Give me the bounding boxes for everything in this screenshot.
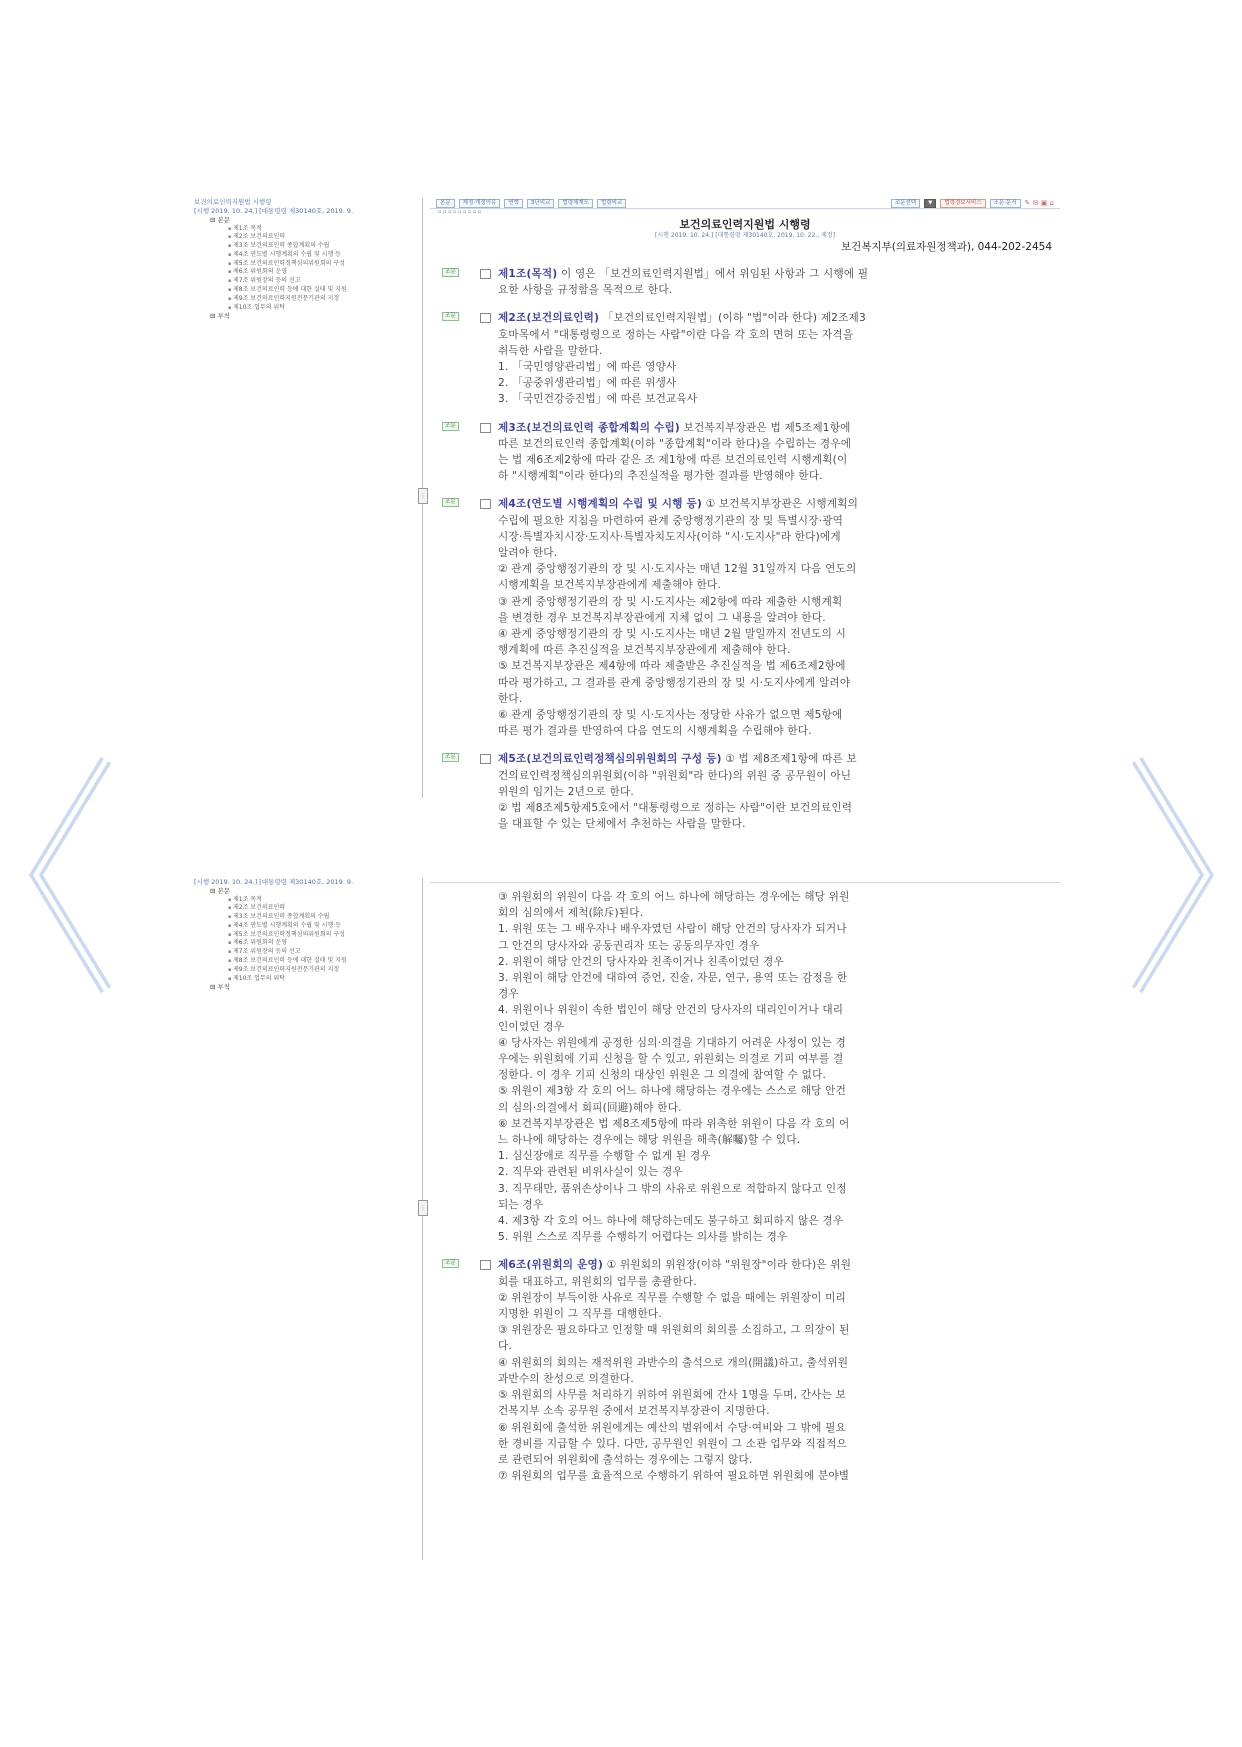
article-text-line: [498, 1306, 1052, 1322]
tree-appendix[interactable]: ⊟ 부칙: [210, 312, 231, 321]
article-text-line: [498, 1403, 1052, 1419]
article-text: 3. 「국민건강증진법」에 따른 보건교육사: [498, 393, 698, 406]
article-text: ③ 관계 중앙행정기관의 장 및 시·도지사는 제2항에 따라 제출한 시행계획: [498, 595, 843, 608]
article-text: 1. 「국민영양관리법」에 따른 영양사: [498, 361, 677, 374]
tree-item[interactable]: ▪ 제6조 위원회의 운영: [190, 268, 422, 277]
tree-item[interactable]: ▪ 제8조 보건의료인력 등에 대한 실태 및 지원: [190, 286, 422, 295]
tree-item[interactable]: ▪ 제2조 보건의료인력: [190, 904, 422, 913]
article-text: 하 "시행계획"이라 한다)의 추진실적을 평가한 결과를 반영해야 한다.: [498, 470, 823, 483]
tree-item[interactable]: ▪ 제3조 보건의료인력 종합계획의 수립: [190, 913, 422, 922]
article-text: ① 보건복지부장관은 시행계획의: [702, 498, 859, 511]
article-title[interactable]: 제3조(보건의료인력 종합계획의 수립): [498, 421, 680, 434]
article-text: 보건복지부장관은 법 제5조제1항에: [679, 421, 851, 434]
article-text-line: [498, 784, 1052, 800]
article-text-line: [498, 1468, 1052, 1484]
article-text: 건복지부 소속 공무원 중에서 보건복지부장관이 지명한다.: [498, 1405, 770, 1418]
law-viewer-screenshot-2: [190, 878, 1060, 1560]
article-text-line: [498, 751, 1052, 767]
article-text-line: [498, 513, 1052, 529]
article-text: ⑤ 위원회의 사무를 처리하기 위하여 위원회에 간사 1명을 두며, 간사는 보: [498, 1389, 847, 1402]
article-text: 시장·특별자치시장·도지사·특별자치도지사(이하 "시·도지사"라 한다)에게: [498, 530, 841, 543]
article-text-line: ⑥ 보건복지부장관은 법 제8조제5항에 따라 위촉한 위원이 다음 각 호의 어: [498, 1117, 850, 1130]
article-text-line: [498, 266, 1052, 282]
article-text-line: [498, 452, 1052, 468]
article-text-line: [498, 1355, 1052, 1371]
article-text-line: [498, 359, 1052, 375]
panel-splitter-handle[interactable]: ⋮: [418, 1200, 428, 1216]
article-tree-panel: [190, 878, 423, 1560]
view-toolbar: [430, 198, 1060, 209]
article-text: 건의료인력정책심의위원회(이하 "위원회"라 한다)의 위원 중 공무원이 아닌: [498, 769, 852, 782]
tree-item[interactable]: ▪ 제1조 목적: [190, 896, 422, 905]
article-text: ② 법 제8조제5항제5호에서 "대통령령으로 정하는 사람"이란 보건의료인력: [498, 802, 853, 815]
article-checkbox[interactable]: [480, 754, 491, 764]
article-checkbox[interactable]: [480, 1260, 491, 1270]
article-text: 한다.: [498, 692, 523, 705]
article-text-line: [498, 800, 1052, 816]
article-text: 따른 보건의료인력 종합계획(이하 "종합계획"이라 한다)을 수립하는 경우에: [498, 437, 852, 450]
article-text-line: [498, 496, 1052, 512]
article-text: 위원의 임기는 2년으로 한다.: [498, 785, 634, 798]
tree-root[interactable]: ⊟ 본문: [210, 887, 231, 895]
article-text-line: 경우: [498, 988, 519, 1001]
article-text-line: [498, 529, 1052, 545]
article-text-line: [498, 545, 1052, 561]
toolbar-tab[interactable]: 제정·개정이유: [459, 199, 501, 208]
panel-splitter-handle[interactable]: ⋮: [418, 488, 428, 504]
tree-header-line: 보건의료인력지원법 시행령: [194, 198, 272, 206]
article-text: 따른 평가 결과를 반영하여 다음 연도의 시행계획을 수립해야 한다.: [498, 725, 812, 738]
article-text: ⑥ 위원회에 출석한 위원에게는 예산의 범위에서 수당·여비와 그 밖에 필요: [498, 1421, 846, 1434]
article-text-line: [498, 1436, 1052, 1452]
article-text-line: 되는 경우: [498, 1198, 544, 1211]
article-block: [430, 1257, 1060, 1484]
article-text-line: [498, 282, 1052, 298]
article-text-line: 2. 위원이 해당 안건의 당사자와 친족이거나 친족이었던 경우: [498, 955, 784, 968]
toolbar-tab[interactable]: 법령비교: [597, 199, 626, 208]
article-text-line: 1. 위원 또는 그 배우자나 배우자였던 사람이 해당 안건의 당사자가 되거나: [498, 923, 847, 936]
article-text-line: 3. 위원이 해당 안건에 대하여 증언, 진술, 자문, 연구, 용역 또는 감정을 한: [498, 972, 848, 985]
article-text-line: [498, 436, 1052, 452]
article-text: ① 위원회의 위원장(이하 "위원장"이라 한다)은 위원: [603, 1259, 852, 1272]
article-title[interactable]: 제6조(위원회의 운영): [498, 1259, 604, 1272]
article-text-line: ③ 위원회의 위원이 다음 각 호의 어느 하나에 해당하는 경우에는 해당 위원: [498, 891, 850, 903]
article-text: 는 법 제6조제2항에 따라 같은 조 제1항에 따른 보건의료인력 시행계획(이: [498, 454, 848, 467]
article-text: 한 경비를 지급할 수 있다. 다만, 공무원인 위원이 그 소관 업무와 직접적으: [498, 1437, 847, 1450]
article-text: 회를 대표하고, 위원회의 업무를 총괄한다.: [498, 1275, 697, 1288]
law-enforcement-info[interactable]: [시행 2019. 10. 24.] [대통령령 제30140호, 2019. 10. 22., 제정]: [655, 232, 835, 239]
previous-arrow-icon[interactable]: [28, 745, 128, 1005]
article-text-line: [498, 1338, 1052, 1354]
article-text: ⑤ 보건복지부장관은 제4항에 따라 제출받은 추진실적을 법 제6조제2항에: [498, 660, 846, 673]
article-text-line: [498, 658, 1052, 674]
article-text-line: [498, 1274, 1052, 1290]
law-text-panel: [430, 878, 1060, 1560]
article-text: ④ 위원회의 회의는 재적위원 과반수의 출석으로 개의(開議)하고, 출석위원: [498, 1356, 849, 1369]
article-text-line: [498, 626, 1052, 642]
article-tag-icon[interactable]: 조문: [442, 1259, 459, 1268]
article-text: ⑥ 관계 중앙행정기관의 장 및 시·도지사는 정당한 사유가 없으면 제5항에: [498, 709, 843, 722]
article-select-dropdown[interactable]: ▼: [924, 199, 936, 208]
law-title: 보건의료인력지원법 시행령: [679, 218, 811, 231]
tree-item[interactable]: ▪ 제8조 보건의료인력 등에 대한 실태 및 지원: [190, 957, 422, 966]
tree-item[interactable]: ▪ 제6조 위원회의 운영: [190, 939, 422, 948]
toolbar-subrow: ▫ ▫ ▫ ▫ ▫ ▫ ▫ ▫ ▫: [438, 209, 482, 215]
article-text-line: [498, 1257, 1052, 1273]
toolbar-tab[interactable]: 3단비교: [527, 199, 554, 208]
article-text-line: 우에는 위원회에 기피 신청을 할 수 있고, 위원회는 의결로 기피 여부를 결: [498, 1053, 844, 1066]
article-block: [430, 266, 1060, 298]
next-arrow-icon[interactable]: [1115, 745, 1215, 1005]
article-text-line: [498, 391, 1052, 407]
article-text: 취득한 사람을 말한다.: [498, 344, 603, 357]
article-title[interactable]: 제4조(연도별 시행계획의 수립 및 시행 등): [498, 498, 703, 511]
article-text: 로 관련되어 위원회에 출석하는 경우에는 그렇지 않다.: [498, 1453, 753, 1466]
article-text: 시행계획을 보건복지부장관에게 제출해야 한다.: [498, 579, 721, 592]
tree-item[interactable]: ▪ 제9조 보건의료인력지원전문기관의 지정: [190, 295, 422, 304]
law-info-service-button[interactable]: 법령정보서비스: [940, 199, 985, 208]
article-block: [430, 420, 1060, 485]
article-text: 지명한 위원이 그 직무를 대행한다.: [498, 1308, 662, 1321]
law-viewer-screenshot-1: [190, 198, 1060, 831]
article-tag-icon[interactable]: 조문: [442, 422, 459, 431]
tree-header-line: [시행 2019. 10. 24.] [대통령령 제30140호, 2019. 9.: [194, 878, 354, 886]
article-text-line: [498, 594, 1052, 610]
article-text-line: 의 심의·의결에서 회피(回避)해야 한다.: [498, 1101, 682, 1114]
tree-appendix[interactable]: ⊟ 부칙: [210, 983, 231, 992]
article-text-line: [498, 1290, 1052, 1306]
article-text-line: [498, 691, 1052, 707]
article-text-line: 느 하나에 해당하는 경우에는 해당 위원을 해촉(解囑)할 수 있다.: [498, 1134, 801, 1147]
article-text: 따라 평가하고, 그 결과를 관계 중앙행정기관의 장 및 시·도지사에게 알려야: [498, 676, 851, 689]
article-text: ③ 위원장은 필요하다고 인정할 때 위원회의 회의를 소집하고, 그 의장이 된: [498, 1324, 850, 1337]
article-text: 행계획에 따른 추진실적을 보건복지부장관에게 제출해야 한다.: [498, 644, 791, 657]
article-text: ⑦ 위원회의 업무를 효율적으로 수행하기 위하여 필요하면 위원회에 분야별: [498, 1470, 850, 1483]
article-text-line: [498, 343, 1052, 359]
article-text: ① 법 제8조제1항에 따른 보: [721, 753, 857, 766]
article-text-line: 3. 직무태만, 품위손상이나 그 밖의 사유로 위원으로 적합하지 않다고 인정: [498, 1182, 847, 1195]
article-text-line: [498, 1322, 1052, 1338]
article-text-line: [498, 310, 1052, 326]
tree-item[interactable]: ▪ 제4조 연도별 시행계획의 수립 및 시행 등: [190, 922, 422, 931]
article-text: 호마목에서 "대통령령으로 정하는 사람"이란 다음 각 호의 면허 또는 자격을: [498, 328, 854, 341]
article-text-line: 그 안건의 당사자와 공동권리자 또는 공동의무자인 경우: [498, 939, 760, 952]
article-text: ④ 관계 중앙행정기관의 장 및 시·도지사는 매년 2월 말일까지 전년도의 시: [498, 628, 847, 641]
article-block: [430, 310, 1060, 407]
tree-item[interactable]: ▪ 제2조 보건의료인력: [190, 233, 422, 242]
article-text: 2. 「공중위생관리법」에 따른 위생사: [498, 377, 677, 390]
article-text-line: [498, 327, 1052, 343]
article-text: 을 변경한 경우 보건복지부장관에게 지체 없이 그 내용을 알려야 한다.: [498, 611, 826, 624]
article-checkbox[interactable]: [480, 313, 491, 323]
article-text: 을 대표할 수 있는 단체에서 추천하는 사람을 말한다.: [498, 818, 746, 831]
article-text-line: ⑤ 위원이 제3항 각 호의 어느 하나에 해당하는 경우에는 스스로 해당 안건: [498, 1085, 847, 1098]
article-tag-icon[interactable]: 조문: [442, 753, 459, 762]
tree-item[interactable]: ▪ 제5조 보건의료인력정책심의위원회의 구성: [190, 260, 422, 269]
article-text: 「보건의료인력지원법」(이하 "법"이라 한다) 제2조제3: [599, 312, 866, 325]
tree-item[interactable]: ▪ 제10조 업무의 위탁: [190, 304, 422, 313]
article-text-line: [498, 675, 1052, 691]
article-text-line: [498, 420, 1052, 436]
article-text-line: 1. 심신장애로 직무를 수행할 수 없게 된 경우: [498, 1150, 711, 1163]
article-text: 수립에 필요한 지침을 마련하여 관계 중앙행정기관의 장 및 특별시장·광역: [498, 514, 844, 527]
article-text: 과반수의 찬성으로 의결한다.: [498, 1372, 634, 1385]
article-document-button[interactable]: 조문·문서: [990, 199, 1021, 208]
article-text-line: [498, 642, 1052, 658]
article-text-line: 4. 위원이나 위원이 속한 법인이 해당 안건의 당사자의 대리인이거나 대리: [498, 1004, 844, 1017]
tree-item[interactable]: ▪ 제5조 보건의료인력정책심의위원회의 구성: [190, 931, 422, 940]
article-block: [430, 496, 1060, 739]
article-checkbox[interactable]: [480, 269, 491, 279]
article-select[interactable]: 조문선택: [891, 199, 920, 208]
article-text-line: [498, 1452, 1052, 1468]
article-text-line: [498, 1387, 1052, 1403]
article-text-line: [498, 816, 1052, 832]
article-text-line: [498, 1420, 1052, 1436]
article-title[interactable]: 제2조(보건의료인력): [498, 312, 600, 325]
article-title[interactable]: 제5조(보건의료인력정책심의위원회의 구성 등): [498, 753, 722, 766]
article-text-line: [498, 577, 1052, 593]
article-text-line: 정한다. 이 경우 기피 신청의 대상인 위원은 그 의결에 참여할 수 없다.: [498, 1069, 827, 1082]
article-text-line: 회의 심의에서 제척(除斥)된다.: [498, 907, 644, 920]
tree-root[interactable]: ⊟ 본문: [210, 216, 231, 224]
article-text-line: [498, 561, 1052, 577]
article-text-line: [498, 707, 1052, 723]
article-text-line: 2. 직무와 관련된 비위사실이 있는 경우: [498, 1166, 683, 1179]
article-tree-panel: [190, 198, 423, 798]
tree-item[interactable]: ▪ 제10조 업무의 위탁: [190, 975, 422, 984]
tree-item[interactable]: ▪ 제7조 위원장의 등의 선고: [190, 277, 422, 286]
article-text-line: 인이었던 경우: [498, 1020, 565, 1033]
article-text-line: ④ 당사자는 위원에게 공정한 심의·의결을 기대하기 어려운 사정이 있는 경: [498, 1036, 846, 1049]
article-tag-icon[interactable]: 조문: [442, 312, 459, 321]
tree-item[interactable]: ▪ 제1조 목적: [190, 225, 422, 234]
article-text: ② 위원장이 부득이한 사유로 직무를 수행할 수 없을 때에는 위원장이 미리: [498, 1291, 846, 1304]
article-text-line: [498, 768, 1052, 784]
article-text: 다.: [498, 1340, 513, 1353]
article-checkbox[interactable]: [480, 423, 491, 433]
law-text-panel: [430, 198, 1060, 831]
tree-item[interactable]: ▪ 제9조 보건의료인력지원전문기관의 지정: [190, 966, 422, 975]
toolbar-tab[interactable]: 법령체계도: [558, 199, 593, 208]
tree-item[interactable]: ▪ 제4조 연도별 시행계획의 수립 및 시행 등: [190, 251, 422, 260]
tree-item[interactable]: ▪ 제7조 위원장의 등의 선고: [190, 948, 422, 957]
toolbar-tab[interactable]: 연혁: [504, 199, 523, 208]
article-text-line: [498, 610, 1052, 626]
article-text-line: [498, 723, 1052, 739]
tree-item[interactable]: ▪ 제3조 보건의료인력 종합계획의 수립: [190, 242, 422, 251]
article-text-line: [498, 1371, 1052, 1387]
article-text: 요한 사항을 규정함을 목적으로 한다.: [498, 284, 673, 297]
article-text-line: 5. 위원 스스로 직무를 수행하기 어렵다는 의사를 밝히는 경우: [498, 1231, 788, 1244]
article-tag-icon[interactable]: 조문: [442, 268, 459, 277]
article-block: [430, 751, 1060, 832]
toolbar-icons[interactable]: ✎ ✉ ▣ ⌂: [1024, 199, 1054, 207]
article-text-line: 4. 제3항 각 호의 어느 하나에 해당하는데도 불구하고 회피하지 않은 경우: [498, 1215, 844, 1228]
article-tag-icon[interactable]: 조문: [442, 498, 459, 507]
toolbar-edge: [430, 878, 1060, 883]
article-text-line: [498, 375, 1052, 391]
article-text-line: [498, 468, 1052, 484]
article-text: ② 관계 중앙행정기관의 장 및 시·도지사는 매년 12월 31일까지 다음 연도의: [498, 563, 857, 576]
article-text: 이 영은 「보건의료인력지원법」에서 위임된 사항과 그 시행에 필: [557, 268, 869, 280]
article-checkbox[interactable]: [480, 499, 491, 509]
law-ministry-contact: 보건복지부(의료자원정책과), 044-202-2454: [841, 241, 1052, 253]
tree-header-line: [시행 2019. 10. 24.] [대통령령 제30140호, 2019. 9.: [194, 207, 354, 215]
article-text: 알려야 한다.: [498, 547, 558, 560]
article-title[interactable]: 제1조(목적): [498, 268, 558, 280]
toolbar-tab[interactable]: 본문: [436, 199, 455, 208]
